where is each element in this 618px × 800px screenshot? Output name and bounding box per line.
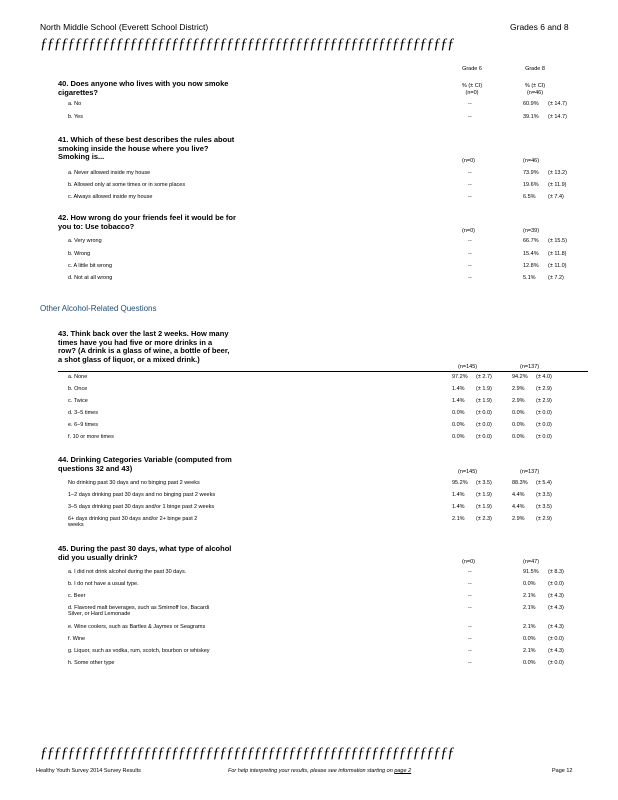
grade8-ci: (± 4.3) xyxy=(548,593,564,599)
row-label: b. Yes xyxy=(68,114,83,120)
grade6-value: -- xyxy=(468,238,472,244)
row-label: 6+ days drinking past 30 days and/or 2+ binge past 2 weeks xyxy=(68,516,198,528)
row-label: b. I do not have a usual type. xyxy=(68,581,139,587)
footer-help-prefix: For help interpreting your results, please see information starting on xyxy=(228,768,393,774)
table-row xyxy=(68,569,588,578)
grade8-ci: (± 14.7) xyxy=(548,101,567,107)
grade8-value: 15.4% xyxy=(523,251,539,257)
row-label: d. Not at all wrong xyxy=(68,275,113,281)
grade8-value: 0.0% xyxy=(523,660,536,666)
grade8-value: 0.0% xyxy=(512,434,525,440)
grade8-value: 0.0% xyxy=(523,581,536,587)
row-label: a. None xyxy=(68,374,88,380)
grade6-ci: (± 0.0) xyxy=(476,410,492,416)
table-row xyxy=(68,374,588,383)
grade6-value: -- xyxy=(468,101,472,107)
grade6-value: 1.4% xyxy=(452,398,465,404)
n-grade8: (n=137) xyxy=(520,469,540,475)
row-label: b. Allowed only at some times or in some places xyxy=(68,182,186,188)
question-41: 41. Which of these best describes the rules about smoking inside the house where you live? Smoking is... xyxy=(58,135,235,162)
grade8-value: 2.9% xyxy=(512,398,525,404)
grade6-value: 0.0% xyxy=(452,410,465,416)
grade8-value: 2.1% xyxy=(523,648,536,654)
footer-help-text xyxy=(228,768,411,774)
grade6-value: 97.2% xyxy=(452,374,468,380)
row-label: b. Once xyxy=(68,386,88,392)
n-grade6: (n=0) xyxy=(462,228,475,234)
grade6-value: 95.2% xyxy=(452,480,468,486)
grade8-value: 0.0% xyxy=(512,410,525,416)
grade6-value: -- xyxy=(468,648,472,654)
row-label: c. Twice xyxy=(68,398,88,404)
grade8-value: 2.1% xyxy=(523,605,536,611)
row-label: a. Never allowed inside my house xyxy=(68,170,151,176)
grade6-ci: (± 3.5) xyxy=(476,480,492,486)
grade6-value: 0.0% xyxy=(452,434,465,440)
question-45: 45. During the past 30 days, what type of alcohol did you usually drink? xyxy=(58,544,232,562)
row-label: b. Wrong xyxy=(68,251,91,257)
decorative-f-line-top: ƒƒƒƒƒƒƒƒƒƒƒƒƒƒƒƒƒƒƒƒƒƒƒƒƒƒƒƒƒƒƒƒƒƒƒƒƒƒƒƒƒƒƒƒƒƒƒƒƒƒƒƒƒƒƒƒƒƒƒƒ xyxy=(40,37,455,51)
grade8-ci: (± 14.7) xyxy=(548,114,567,120)
grade6-value: -- xyxy=(468,263,472,269)
row-label: e. 6–9 times xyxy=(68,422,98,428)
grade6-value: 0.0% xyxy=(452,422,465,428)
grade6-ci: (± 1.9) xyxy=(476,492,492,498)
n-grade6: (n=0) xyxy=(462,559,475,565)
grade6-value: -- xyxy=(468,636,472,642)
column-n-grade8: (n=46) xyxy=(526,90,544,96)
table-row xyxy=(68,516,588,532)
table-row xyxy=(68,170,588,179)
footer-survey-title: Healthy Youth Survey 2014 Survey Results xyxy=(36,768,141,774)
table-row xyxy=(68,581,588,590)
column-header-grade6: Grade 6 xyxy=(462,66,482,72)
page-2-link[interactable]: page 2 xyxy=(394,768,412,774)
grade8-ci: (± 11.0) xyxy=(548,263,567,269)
grade8-value: 2.1% xyxy=(523,624,536,630)
n-grade6: (n=145) xyxy=(458,364,478,370)
grade8-ci: (± 0.0) xyxy=(548,660,564,666)
table-row xyxy=(68,624,588,633)
grade8-value: 6.5% xyxy=(523,194,536,200)
grade6-value: -- xyxy=(468,581,472,587)
grade6-value: -- xyxy=(468,605,472,611)
table-row xyxy=(68,480,588,489)
grade8-ci: (± 2.9) xyxy=(536,386,552,392)
grade8-value: 66.7% xyxy=(523,238,539,244)
school-name: North Middle School (Everett School District) xyxy=(40,22,209,32)
table-row xyxy=(68,410,588,419)
table-row xyxy=(68,648,588,657)
grade6-value: -- xyxy=(468,660,472,666)
grade6-value: 2.1% xyxy=(452,516,465,522)
grade8-value: 4.4% xyxy=(512,504,525,510)
grade8-value: 60.9% xyxy=(523,101,539,107)
grade8-ci: (± 8.3) xyxy=(548,569,564,575)
grades-label: Grades 6 and 8 xyxy=(510,22,569,32)
grade8-ci: (± 0.0) xyxy=(548,581,564,587)
grade8-value: 91.5% xyxy=(523,569,539,575)
n-grade8: (n=47) xyxy=(523,559,540,565)
n-grade8: (n=46) xyxy=(523,158,540,164)
grade6-ci: (± 1.9) xyxy=(476,398,492,404)
column-header-grade8: Grade 8 xyxy=(525,66,545,72)
grade6-value: -- xyxy=(468,182,472,188)
row-label: f. 10 or more times xyxy=(68,434,114,440)
divider-rule xyxy=(58,371,588,372)
grade8-ci: (± 13.2) xyxy=(548,170,567,176)
grade8-value: 0.0% xyxy=(512,422,525,428)
grade8-ci: (± 0.0) xyxy=(548,636,564,642)
grade8-value: 5.1% xyxy=(523,275,536,281)
grade6-value: 1.4% xyxy=(452,386,465,392)
grade6-value: -- xyxy=(468,624,472,630)
grade8-value: 0.0% xyxy=(523,636,536,642)
grade8-ci: (± 2.9) xyxy=(536,398,552,404)
grade8-value: 12.8% xyxy=(523,263,539,269)
section-title: Other Alcohol-Related Questions xyxy=(40,304,157,313)
grade6-value: -- xyxy=(468,569,472,575)
grade8-ci: (± 4.3) xyxy=(548,648,564,654)
grade8-value: 73.9% xyxy=(523,170,539,176)
grade8-value: 19.6% xyxy=(523,182,539,188)
grade6-value: 1.4% xyxy=(452,504,465,510)
grade8-value: 94.2% xyxy=(512,374,528,380)
table-row xyxy=(68,504,588,513)
row-label: a. I did not drink alcohol during the past 30 days. xyxy=(68,569,187,575)
row-label: d. 3–5 times xyxy=(68,410,98,416)
table-row xyxy=(68,101,588,110)
row-label: No drinking past 30 days and no binging past 2 weeks xyxy=(68,480,200,486)
table-row xyxy=(68,251,588,260)
grade6-value: -- xyxy=(468,194,472,200)
table-row xyxy=(68,386,588,395)
grade6-ci: (± 2.3) xyxy=(476,516,492,522)
grade8-ci: (± 2.9) xyxy=(536,516,552,522)
page-number: Page 12 xyxy=(552,768,573,774)
grade8-ci: (± 0.0) xyxy=(536,410,552,416)
table-row xyxy=(68,238,588,247)
grade8-ci: (± 4.3) xyxy=(548,624,564,630)
row-label: c. Beer xyxy=(68,593,86,599)
n-grade6: (n=145) xyxy=(458,469,478,475)
row-label: g. Liquor, such as vodka, rum, scotch, bourbon or whiskey xyxy=(68,648,210,654)
grade6-ci: (± 1.9) xyxy=(476,386,492,392)
grade8-value: 2.1% xyxy=(523,593,536,599)
row-label: d. Flavored malt beverages, such as Smirnoff Ice, Bacardi Silver, or Hard Lemonade xyxy=(68,605,210,617)
table-row xyxy=(68,492,588,501)
row-label: h. Some other type xyxy=(68,660,115,666)
row-label: c. Always allowed inside my house xyxy=(68,194,153,200)
table-row xyxy=(68,422,588,431)
table-row xyxy=(68,660,588,669)
grade6-value: -- xyxy=(468,170,472,176)
row-label: 1–2 days drinking past 30 days and no binging past 2 weeks xyxy=(68,492,216,498)
column-n-grade6: (n=0) xyxy=(465,90,479,96)
question-43: 43. Think back over the last 2 weeks. How many times have you had five or more drinks in a row? (A drink is a glass of wine, a bottle of beer, a shot glass of liquor, or a mixed drink.) xyxy=(58,329,230,364)
grade8-ci: (± 4.0) xyxy=(536,374,552,380)
row-label: a. No xyxy=(68,101,82,107)
table-row xyxy=(68,398,588,407)
n-grade6: (n=0) xyxy=(462,158,475,164)
grade8-ci: (± 11.9) xyxy=(548,182,567,188)
grade6-ci: (± 0.0) xyxy=(476,434,492,440)
grade8-ci: (± 4.3) xyxy=(548,605,564,611)
grade6-ci: (± 2.7) xyxy=(476,374,492,380)
column-pct-ci-grade6: % (± CI) xyxy=(461,83,483,89)
grade6-value: 1.4% xyxy=(452,492,465,498)
column-pct-ci-grade8: % (± CI) xyxy=(524,83,546,89)
grade6-value: -- xyxy=(468,114,472,120)
grade8-value: 2.9% xyxy=(512,516,525,522)
row-label: 3–5 days drinking past 30 days and/or 1 binge past 2 weeks xyxy=(68,504,215,510)
table-row xyxy=(68,636,588,645)
n-grade8: (n=137) xyxy=(520,364,540,370)
grade6-value: -- xyxy=(468,251,472,257)
grade6-ci: (± 1.9) xyxy=(476,504,492,510)
grade8-ci: (± 7.2) xyxy=(548,275,564,281)
row-label: a. Very wrong xyxy=(68,238,102,244)
table-row xyxy=(68,263,588,272)
table-row xyxy=(68,114,588,123)
grade8-ci: (± 3.5) xyxy=(536,492,552,498)
question-42: 42. How wrong do your friends feel it would be for you to: Use tobacco? xyxy=(58,213,236,231)
question-40: 40. Does anyone who lives with you now smoke cigarettes? xyxy=(58,79,229,97)
table-row xyxy=(68,434,588,443)
table-row xyxy=(68,194,588,203)
grade6-ci: (± 0.0) xyxy=(476,422,492,428)
grade8-ci: (± 0.0) xyxy=(536,434,552,440)
grade8-value: 4.4% xyxy=(512,492,525,498)
grade6-value: -- xyxy=(468,593,472,599)
grade8-ci: (± 15.5) xyxy=(548,238,567,244)
table-row xyxy=(68,605,588,621)
grade8-ci: (± 11.8) xyxy=(548,251,567,257)
grade8-value: 2.9% xyxy=(512,386,525,392)
question-44: 44. Drinking Categories Variable (computed from questions 32 and 43) xyxy=(58,455,232,473)
decorative-f-line-bottom: ƒƒƒƒƒƒƒƒƒƒƒƒƒƒƒƒƒƒƒƒƒƒƒƒƒƒƒƒƒƒƒƒƒƒƒƒƒƒƒƒƒƒƒƒƒƒƒƒƒƒƒƒƒƒƒƒƒƒƒƒ xyxy=(40,746,455,760)
grade8-ci: (± 0.0) xyxy=(536,422,552,428)
row-label: c. A little bit wrong xyxy=(68,263,113,269)
n-grade8: (n=39) xyxy=(523,228,540,234)
grade8-ci: (± 5.4) xyxy=(536,480,552,486)
row-label: f. Wine xyxy=(68,636,86,642)
row-label: e. Wine coolers, such as Bartles & Jaymes or Seagrams xyxy=(68,624,206,630)
grade6-value: -- xyxy=(468,275,472,281)
grade8-value: 88.3% xyxy=(512,480,528,486)
table-row xyxy=(68,593,588,602)
table-row xyxy=(68,275,588,284)
table-row xyxy=(68,182,588,191)
grade8-value: 39.1% xyxy=(523,114,539,120)
grade8-ci: (± 7.4) xyxy=(548,194,564,200)
grade8-ci: (± 3.5) xyxy=(536,504,552,510)
